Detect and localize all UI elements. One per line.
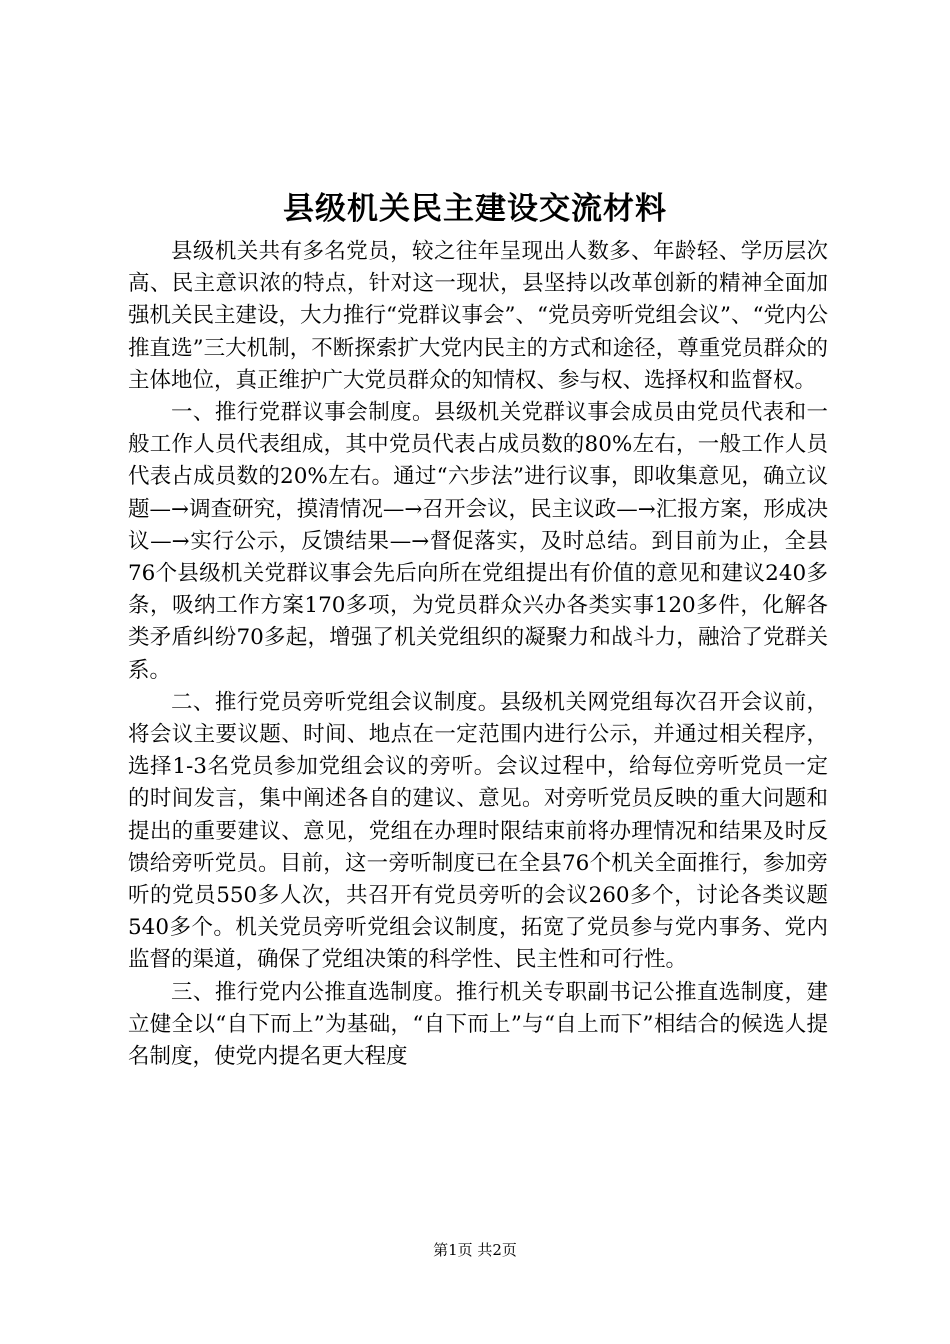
document-title: 县级机关民主建设交流材料 bbox=[283, 191, 667, 227]
document-body bbox=[128, 236, 828, 1073]
paragraph-section-1: 一、推行党群议事会制度。县级机关党群议事会成员由党员代表和一般工作人员代表组成，其中党员代表占成员数的80%左右，一般工作人员代表占成员数的20%左右。通过“六步法”进行议事，即收集意见，确立议题—→调查研究，摸清情况—→召开会议，民主议政—→汇报方案，形成决议—→实行公示，反馈结果—→督促落实，及时总结。到目前为止，全县76个县级机关党群议事会先后向所在党组提出有价值的意见和建议240多条，吸纳工作方案170多项，为党员群众兴办各类实事120多件，化解各类矛盾纠纷70多起，增强了机关党组织的凝聚力和战斗力，融洽了党群关系。 bbox=[128, 400, 828, 683]
paragraph-section-2: 二、推行党员旁听党组会议制度。县级机关网党组每次召开会议前，将会议主要议题、时间、地点在一定范围内进行公示，并通过相关程序，选择1-3名党员参加党组会议的旁听。会议过程中，给每位旁听党员一定的时间发言，集中阐述各自的建议、意见。对旁听党员反映的重大问题和提出的重要建议、意见，党组在办理时限结束前将办理情况和结果及时反馈给旁听党员。目前，这一旁听制度已在全县76个机关全面推行，参加旁听的党员550多人次，共召开有党员旁听的会议260多个，讨论各类议题540多个。机关党员旁听党组会议制度，拓宽了党员参与党内事务、党内监督的渠道，确保了党组决策的科学性、民主性和可行性。 bbox=[128, 689, 828, 973]
paragraph-section-3: 三、推行党内公推直选制度。推行机关专职副书记公推直选制度，建立健全以“自下而上”为基础，“自下而上”与“自上而下”相结合的候选人提名制度，使党内提名更大程度 bbox=[128, 979, 828, 1070]
page-footer: 第1页 共2页 bbox=[433, 1241, 517, 1259]
paragraph-intro: 县级机关共有多名党员，较之往年呈现出人数多、年龄轻、学历层次高、民主意识浓的特点，针对这一现状，县坚持以改革创新的精神全面加强机关民主建设，大力推行“党群议事会”、“党员旁听党组会议”、“党内公推直选”三大机制，不断探索扩大党内民主的方式和途径，尊重党员群众的主体地位，真正维护广大党员群众的知情权、参与权、选择权和监督权。 bbox=[128, 239, 828, 393]
